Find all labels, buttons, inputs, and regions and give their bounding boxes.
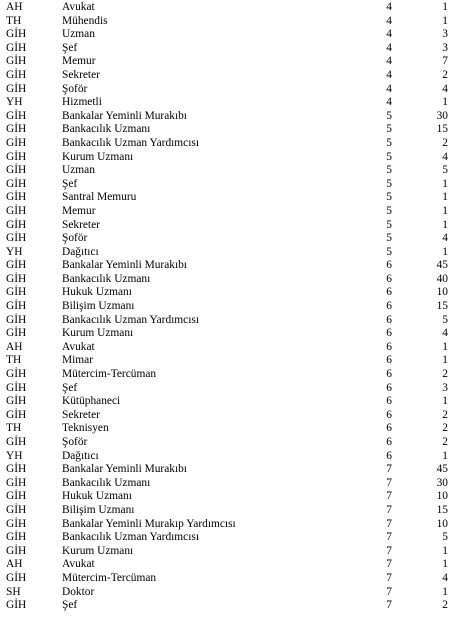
table-row xyxy=(0,205,471,219)
degree-cell: 6 xyxy=(386,300,392,313)
degree-cell: 7 xyxy=(386,476,392,489)
degree-cell: 5 xyxy=(386,232,392,245)
count-cell: 2 xyxy=(442,136,448,149)
table-row xyxy=(0,368,471,382)
title-cell: Bankalar Yeminli Murakıbı xyxy=(62,259,187,272)
degree-cell: 6 xyxy=(386,313,392,326)
count-cell: 4 xyxy=(442,150,448,163)
class-cell: GİH xyxy=(6,109,27,122)
degree-cell: 6 xyxy=(386,449,392,462)
class-cell: YH xyxy=(6,96,23,109)
degree-cell: 6 xyxy=(386,381,392,394)
class-cell: GİH xyxy=(6,191,27,204)
degree-cell: 6 xyxy=(386,354,392,367)
count-cell: 1 xyxy=(442,544,448,557)
table-row xyxy=(0,382,471,396)
class-cell: GİH xyxy=(6,476,27,489)
table-row xyxy=(0,586,471,600)
count-cell: 45 xyxy=(436,259,448,272)
degree-cell: 5 xyxy=(386,218,392,231)
degree-cell: 6 xyxy=(386,286,392,299)
count-cell: 2 xyxy=(442,408,448,421)
degree-cell: 7 xyxy=(386,503,392,516)
table-row xyxy=(0,599,471,613)
degree-cell: 7 xyxy=(386,531,392,544)
staff-table xyxy=(0,1,471,613)
degree-cell: 4 xyxy=(386,68,392,81)
class-cell: GİH xyxy=(6,408,27,421)
degree-cell: 5 xyxy=(386,204,392,217)
count-cell: 10 xyxy=(436,286,448,299)
class-cell: GİH xyxy=(6,82,27,95)
class-cell: GİH xyxy=(6,599,27,612)
degree-cell: 4 xyxy=(386,82,392,95)
degree-cell: 6 xyxy=(386,327,392,340)
title-cell: Kurum Uzmanı xyxy=(62,327,134,340)
table-row xyxy=(0,151,471,165)
count-cell: 15 xyxy=(436,503,448,516)
degree-cell: 4 xyxy=(386,28,392,41)
table-row xyxy=(0,314,471,328)
count-cell: 2 xyxy=(442,599,448,612)
count-cell: 5 xyxy=(442,313,448,326)
count-cell: 15 xyxy=(436,123,448,136)
degree-cell: 7 xyxy=(386,490,392,503)
title-cell: Memur xyxy=(62,204,96,217)
degree-cell: 7 xyxy=(386,558,392,571)
class-cell: TH xyxy=(6,354,22,367)
title-cell: Şef xyxy=(62,599,78,612)
title-cell: Bankacılık Uzman Yardımcısı xyxy=(62,313,199,326)
title-cell: Bankalar Yeminli Murakıp Yardımcısı xyxy=(62,517,236,530)
class-cell: GİH xyxy=(6,218,27,231)
table-row xyxy=(0,273,471,287)
title-cell: Bankalar Yeminli Murakıbı xyxy=(62,463,187,476)
title-cell: Bankacılık Uzmanı xyxy=(62,476,151,489)
count-cell: 15 xyxy=(436,300,448,313)
count-cell: 1 xyxy=(442,177,448,190)
title-cell: Şef xyxy=(62,381,78,394)
count-cell: 1 xyxy=(442,191,448,204)
degree-cell: 6 xyxy=(386,340,392,353)
degree-cell: 5 xyxy=(386,123,392,136)
degree-cell: 7 xyxy=(386,571,392,584)
class-cell: GİH xyxy=(6,204,27,217)
title-cell: Memur xyxy=(62,55,96,68)
title-cell: Dağıtıcı xyxy=(62,245,99,258)
degree-cell: 6 xyxy=(386,436,392,448)
table-row xyxy=(0,219,471,233)
count-cell: 2 xyxy=(442,436,448,448)
class-cell: AH xyxy=(6,1,23,13)
count-cell: 3 xyxy=(442,381,448,394)
class-cell: GİH xyxy=(6,272,27,285)
title-cell: Sekreter xyxy=(62,218,100,231)
table-row xyxy=(0,259,471,273)
class-cell: TH xyxy=(6,14,22,27)
table-row xyxy=(0,504,471,518)
title-cell: Mühendis xyxy=(62,14,108,27)
count-cell: 1 xyxy=(442,340,448,353)
count-cell: 4 xyxy=(442,82,448,95)
class-cell: GİH xyxy=(6,463,27,476)
class-cell: GİH xyxy=(6,41,27,54)
count-cell: 5 xyxy=(442,164,448,177)
degree-cell: 5 xyxy=(386,136,392,149)
count-cell: 3 xyxy=(442,41,448,54)
table-row xyxy=(0,286,471,300)
title-cell: Uzman xyxy=(62,164,95,177)
class-cell: GİH xyxy=(6,503,27,516)
table-row xyxy=(0,436,471,450)
count-cell: 5 xyxy=(442,531,448,544)
class-cell: GİH xyxy=(6,327,27,340)
title-cell: Avukat xyxy=(62,340,95,353)
class-cell: AH xyxy=(6,558,23,571)
degree-cell: 6 xyxy=(386,368,392,381)
table-row xyxy=(0,450,471,464)
count-cell: 1 xyxy=(442,245,448,258)
count-cell: 30 xyxy=(436,109,448,122)
degree-cell: 4 xyxy=(386,96,392,109)
class-cell: GİH xyxy=(6,395,27,408)
title-cell: Şoför xyxy=(62,436,88,448)
title-cell: Şoför xyxy=(62,232,88,245)
title-cell: Sekreter xyxy=(62,68,100,81)
class-cell: GİH xyxy=(6,123,27,136)
count-cell: 1 xyxy=(442,14,448,27)
degree-cell: 4 xyxy=(386,55,392,68)
degree-cell: 4 xyxy=(386,14,392,27)
title-cell: Şef xyxy=(62,177,78,190)
table-row xyxy=(0,341,471,355)
table-row xyxy=(0,164,471,178)
count-cell: 1 xyxy=(442,218,448,231)
count-cell: 2 xyxy=(442,68,448,81)
table-row xyxy=(0,28,471,42)
title-cell: Bankacılık Uzman Yardımcısı xyxy=(62,531,199,544)
degree-cell: 7 xyxy=(386,463,392,476)
class-cell: GİH xyxy=(6,300,27,313)
degree-cell: 5 xyxy=(386,191,392,204)
table-row xyxy=(0,477,471,491)
title-cell: Bilişim Uzmanı xyxy=(62,300,135,313)
count-cell: 45 xyxy=(436,463,448,476)
class-cell: GİH xyxy=(6,232,27,245)
class-cell: GİH xyxy=(6,136,27,149)
title-cell: Kurum Uzmanı xyxy=(62,150,134,163)
table-row xyxy=(0,15,471,29)
class-cell: GİH xyxy=(6,164,27,177)
table-row xyxy=(0,69,471,83)
class-cell: GİH xyxy=(6,177,27,190)
table-row xyxy=(0,42,471,56)
class-cell: GİH xyxy=(6,68,27,81)
table-row xyxy=(0,1,471,15)
title-cell: Bankacılık Uzmanı xyxy=(62,123,151,136)
table-row xyxy=(0,490,471,504)
degree-cell: 4 xyxy=(386,41,392,54)
class-cell: GİH xyxy=(6,531,27,544)
title-cell: Mütercim-Tercüman xyxy=(62,571,157,584)
class-cell: GİH xyxy=(6,490,27,503)
degree-cell: 7 xyxy=(386,585,392,598)
table-row xyxy=(0,558,471,572)
degree-cell: 6 xyxy=(386,408,392,421)
degree-cell: 5 xyxy=(386,109,392,122)
class-cell: GİH xyxy=(6,55,27,68)
class-cell: SH xyxy=(6,585,21,598)
count-cell: 2 xyxy=(442,422,448,435)
count-cell: 7 xyxy=(442,55,448,68)
count-cell: 4 xyxy=(442,327,448,340)
degree-cell: 5 xyxy=(386,164,392,177)
title-cell: Şef xyxy=(62,41,78,54)
degree-cell: 6 xyxy=(386,272,392,285)
title-cell: Uzman xyxy=(62,28,95,41)
degree-cell: 5 xyxy=(386,177,392,190)
table-row xyxy=(0,83,471,97)
class-cell: GİH xyxy=(6,28,27,41)
class-cell: TH xyxy=(6,422,22,435)
count-cell: 3 xyxy=(442,28,448,41)
title-cell: Avukat xyxy=(62,558,95,571)
title-cell: Bankalar Yeminli Murakıbı xyxy=(62,109,187,122)
title-cell: Şoför xyxy=(62,82,88,95)
class-cell: GİH xyxy=(6,286,27,299)
degree-cell: 7 xyxy=(386,544,392,557)
class-cell: AH xyxy=(6,340,23,353)
table-row xyxy=(0,246,471,260)
count-cell: 30 xyxy=(436,476,448,489)
title-cell: Kütüphaneci xyxy=(62,395,121,408)
degree-cell: 7 xyxy=(386,599,392,612)
table-row xyxy=(0,110,471,124)
class-cell: GİH xyxy=(6,313,27,326)
title-cell: Hukuk Uzmanı xyxy=(62,490,132,503)
title-cell: Mimar xyxy=(62,354,94,367)
degree-cell: 7 xyxy=(386,517,392,530)
count-cell: 4 xyxy=(442,232,448,245)
degree-cell: 6 xyxy=(386,422,392,435)
title-cell: Hizmetli xyxy=(62,96,102,109)
class-cell: GİH xyxy=(6,368,27,381)
degree-cell: 6 xyxy=(386,259,392,272)
title-cell: Santral Memuru xyxy=(62,191,137,204)
title-cell: Mütercim-Tercüman xyxy=(62,368,157,381)
table-row xyxy=(0,545,471,559)
count-cell: 1 xyxy=(442,204,448,217)
class-cell: GİH xyxy=(6,381,27,394)
table-row xyxy=(0,518,471,532)
class-cell: GİH xyxy=(6,571,27,584)
table-row xyxy=(0,232,471,246)
class-cell: YH xyxy=(6,245,23,258)
count-cell: 40 xyxy=(436,272,448,285)
title-cell: Bankacılık Uzman Yardımcısı xyxy=(62,136,199,149)
title-cell: Bilişim Uzmanı xyxy=(62,503,135,516)
table-row xyxy=(0,137,471,151)
table-row xyxy=(0,123,471,137)
class-cell: GİH xyxy=(6,436,27,448)
degree-cell: 5 xyxy=(386,150,392,163)
title-cell: Doktor xyxy=(62,585,95,598)
class-cell: GİH xyxy=(6,150,27,163)
title-cell: Hukuk Uzmanı xyxy=(62,286,132,299)
count-cell: 10 xyxy=(436,490,448,503)
count-cell: 1 xyxy=(442,558,448,571)
class-cell: YH xyxy=(6,449,23,462)
count-cell: 1 xyxy=(442,1,448,13)
table-row xyxy=(0,422,471,436)
degree-cell: 4 xyxy=(386,1,392,13)
count-cell: 1 xyxy=(442,395,448,408)
title-cell: Sekreter xyxy=(62,408,100,421)
class-cell: GİH xyxy=(6,544,27,557)
table-row xyxy=(0,55,471,69)
class-cell: GİH xyxy=(6,259,27,272)
count-cell: 1 xyxy=(442,96,448,109)
count-cell: 2 xyxy=(442,368,448,381)
table-row xyxy=(0,327,471,341)
table-row xyxy=(0,354,471,368)
title-cell: Bankacılık Uzmanı xyxy=(62,272,151,285)
table-row xyxy=(0,395,471,409)
title-cell: Dağıtıcı xyxy=(62,449,99,462)
degree-cell: 6 xyxy=(386,395,392,408)
title-cell: Kurum Uzmanı xyxy=(62,544,134,557)
table-row xyxy=(0,191,471,205)
table-row xyxy=(0,531,471,545)
table-row xyxy=(0,463,471,477)
table-row xyxy=(0,572,471,586)
class-cell: GİH xyxy=(6,517,27,530)
count-cell: 4 xyxy=(442,571,448,584)
count-cell: 10 xyxy=(436,517,448,530)
table-row xyxy=(0,409,471,423)
table-row xyxy=(0,178,471,192)
count-cell: 1 xyxy=(442,354,448,367)
table-row xyxy=(0,96,471,110)
title-cell: Avukat xyxy=(62,1,95,13)
count-cell: 1 xyxy=(442,585,448,598)
title-cell: Teknisyen xyxy=(62,422,109,435)
table-row xyxy=(0,300,471,314)
degree-cell: 5 xyxy=(386,245,392,258)
count-cell: 1 xyxy=(442,449,448,462)
